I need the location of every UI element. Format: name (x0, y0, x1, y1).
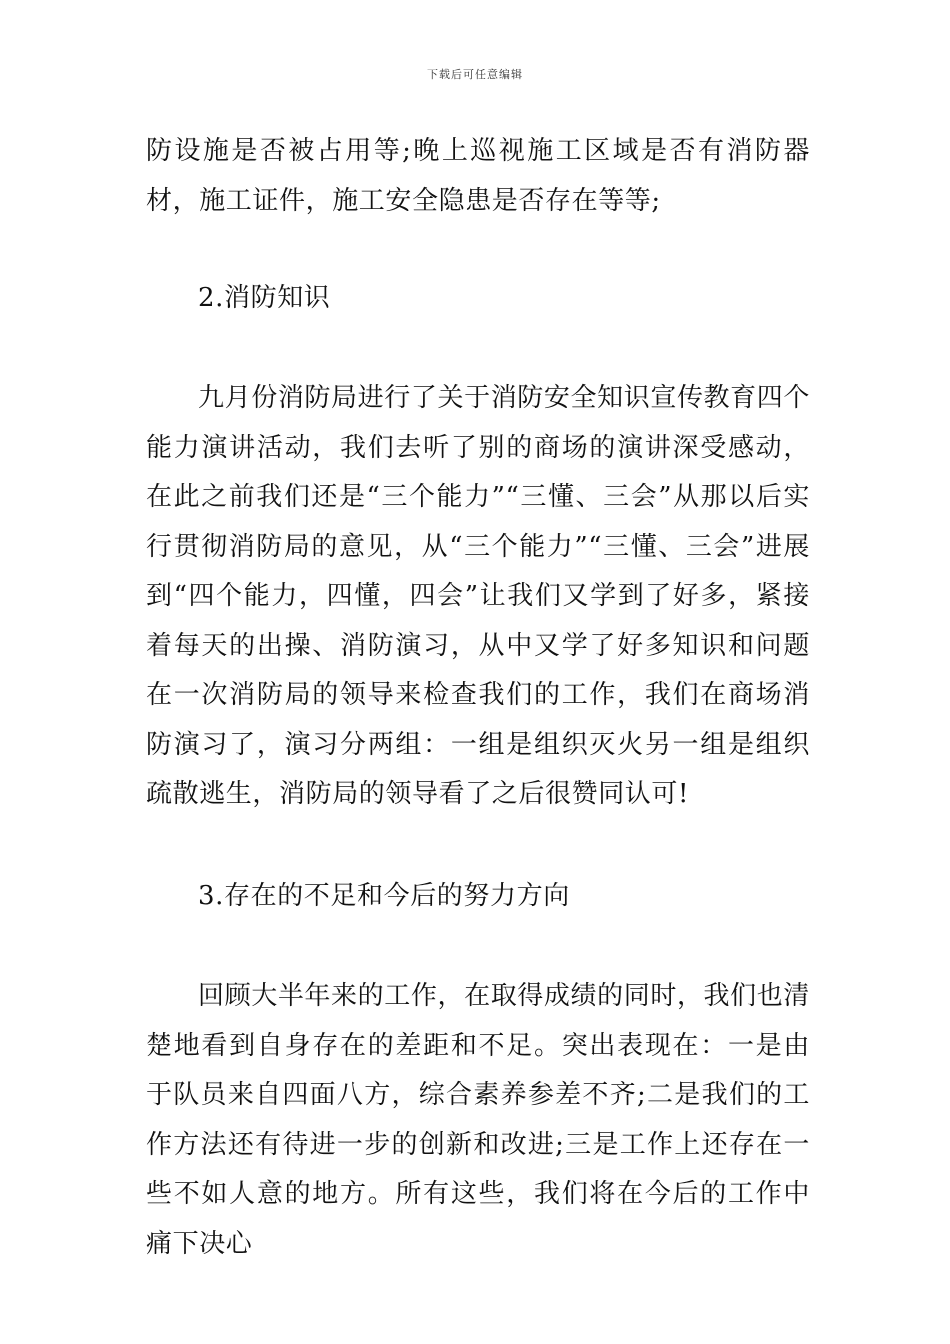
section-heading-shortcomings: 3.存在的不足和今后的努力方向 (198, 881, 570, 911)
paragraph-fire-facilities: 防设施是否被占用等;晚上巡视施工区域是否有消防器材，施工证件，施工安全隐患是否存在等等; (146, 136, 810, 216)
paragraph-shortcomings: 回顾大半年来的工作，在取得成绩的同时，我们也清楚地看到自身存在的差距和不足。突出表现在：一是由于队员来自四面八方，综合素养参差不齐;二是我们的工作方法还有待进一步的创新和改进;三是工作上还存在一些不如人意的地方。所有这些，我们将在今后的工作中痛下决心 (146, 981, 810, 1259)
paragraph-fire-knowledge: 九月份消防局进行了关于消防安全知识宣传教育四个能力演讲活动，我们去听了别的商场的演讲深受感动，在此之前我们还是“三个能力”“三懂、三会”从那以后实行贯彻消防局的意见，从“三个能力”“三懂、三会”进展到“四个能力，四懂，四会”让我们又学到了好多，紧接着每天的出操、消防演习，从中又学了好多知识和问题在一次消防局的领导来检查我们的工作，我们在商场消防演习了，演习分两组：一组是组织灭火另一组是组织疏散逃生，消防局的领导看了之后很赞同认可! (146, 383, 810, 809)
section-heading-fire-knowledge: 2.消防知识 (198, 283, 331, 313)
page-header-note: 下载后可任意编辑 (427, 68, 523, 81)
